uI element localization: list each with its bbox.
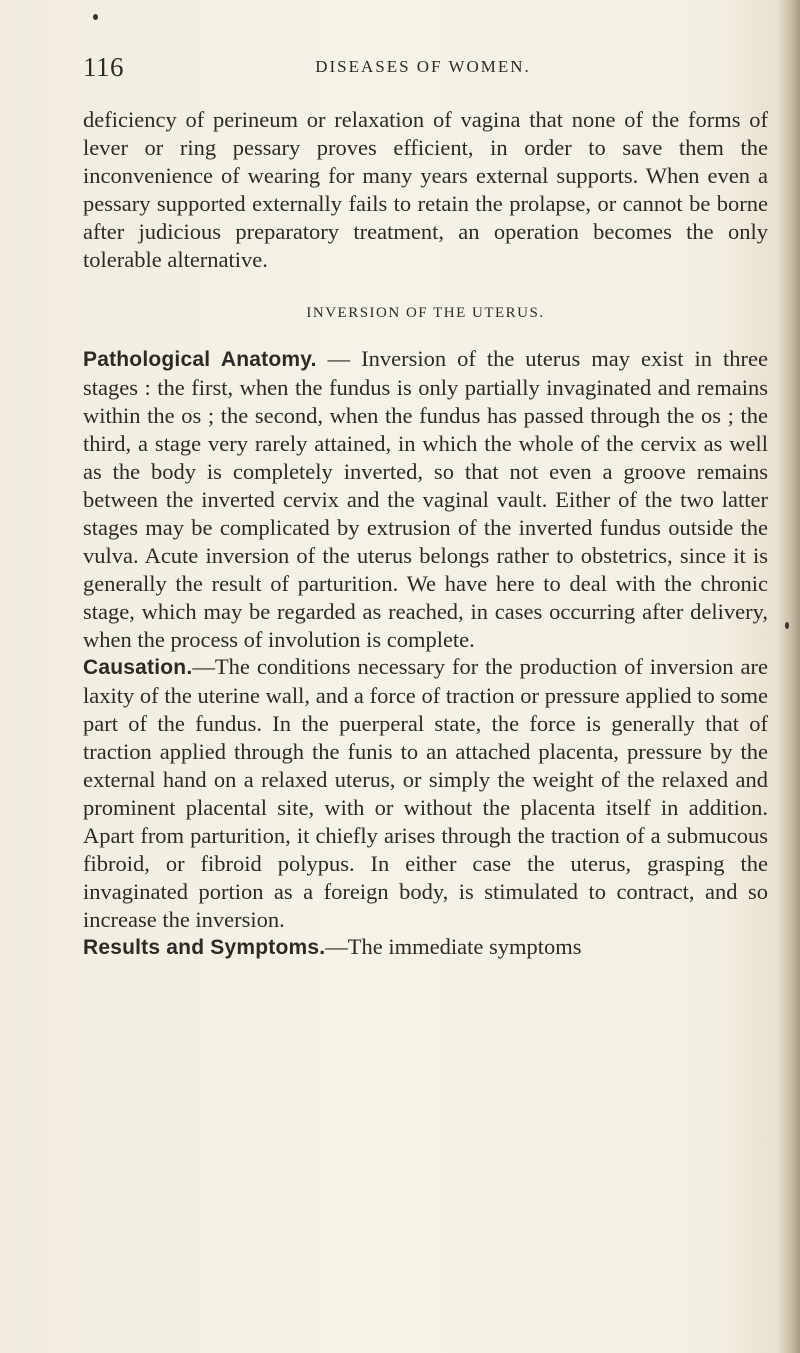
opening-paragraph: deficiency of perineum or relaxation of vagina that none of the forms of lever or ring pessary proves efficient, in order to save them the inconvenience of wearing for many years external supports. When even a pessary supported externally fails to retain the prolapse, or cannot be borne after judicious preparatory treatment, an operation becomes the only tolerable alternative. [83, 107, 768, 272]
section-heading: INVERSION OF THE UTERUS. [306, 305, 545, 322]
body-text [83, 106, 768, 962]
pathological-anatomy-heading: Pathological Anatomy. [83, 348, 317, 372]
causation-heading: Causation. [83, 656, 193, 680]
pathological-anatomy-text: — Inversion of the uterus may exist in three stages : the first, when the fundus is only partially invaginated and remains within the os ; the second, when the fundus has passed through the os ; the third, a stage very rarely attained, in which the whole of the cervix as well as the body is completely inverted, so that not even a groove remains between the inverted cervix and the vaginal vault. Either of the two latter stages may be complicated by extrusion of the inverted fundus outside the vulva. Acute inversion of the uterus belongs rather to obstetrics, since it is generally the result of parturition. We have here to deal with the chronic stage, which may be regarded as reached, in cases occurring after delivery, when the process of involution is complete. [83, 346, 768, 652]
results-paragraph [83, 933, 768, 962]
pathological-anatomy-paragraph [83, 345, 768, 653]
page-number: 116 [83, 52, 124, 82]
running-head [83, 52, 723, 88]
results-heading: Results and Symptoms. [83, 936, 326, 960]
causation-text: —The conditions necessary for the production of inversion are laxity of the uterine wall, and a force of traction or pressure applied to some part of the fundus. In the puerperal state, the force is generally that of traction applied through the funis to an attached placenta, pressure by the external hand on a relaxed uterus, or simply the weight of the relaxed and prominent placental site, with or without the placenta itself in addition. Apart from parturition, it chiefly arises through the traction of a submucous fibroid, or fibroid polypus. In either case the uterus, grasping the invaginated portion as a foreign body, is stimulated to contract, and so increase the inversion. [83, 654, 768, 932]
page-edge-shadow [778, 0, 800, 1353]
ink-speck-right [785, 622, 789, 629]
causation-paragraph [83, 653, 768, 933]
ink-speck-top [93, 14, 98, 20]
running-title: DISEASES OF WOMEN. [315, 57, 531, 76]
results-text: —The immediate symptoms [325, 934, 582, 960]
